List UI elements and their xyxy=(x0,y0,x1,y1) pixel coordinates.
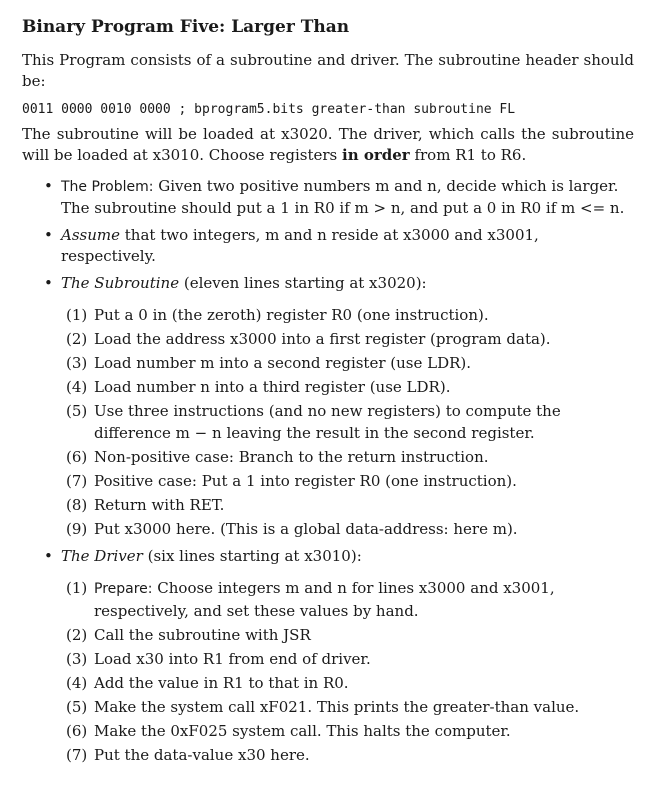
intro-paragraph: This Program consists of a subroutine and driver. The subroutine header should be: xyxy=(22,51,634,90)
bullet-driver xyxy=(22,546,634,766)
bullet-list xyxy=(22,176,634,766)
list-item: (4) Add the value in R1 to that in R0. xyxy=(66,674,349,692)
driver-text: (six lines starting at x3010): xyxy=(142,547,362,565)
list-item: (1) Prepare: Choose integers m and n for lines x3000 and x3001, respectively, and set these values by hand. xyxy=(66,579,555,620)
bullet-icon: • xyxy=(44,547,53,565)
list-item: (3) Load number m into a second register (use LDR). xyxy=(66,354,472,372)
list-item: (2) Call the subroutine with JSR xyxy=(66,626,311,644)
list-item: (7) Positive case: Put a 1 into register R0 (one instruction). xyxy=(66,472,517,490)
subroutine-steps xyxy=(22,304,634,540)
list-item: (1) Put a 0 in (the zeroth) register R0 (one instruction). xyxy=(66,306,489,324)
bullet-icon: • xyxy=(44,226,53,244)
load-bold: in order xyxy=(342,146,410,164)
list-item: (5) Make the system call xF021. This prints the greater-than value. xyxy=(66,698,580,716)
list-item: (6) Non-positive case: Branch to the return instruction. xyxy=(66,448,489,466)
bullet-icon: • xyxy=(44,274,53,292)
page-title: Binary Program Five: Larger Than xyxy=(22,17,350,37)
subroutine-text: (eleven lines starting at x3020): xyxy=(179,274,427,292)
bullet-assume xyxy=(22,225,634,267)
load-text-2: from R1 to R6. xyxy=(409,146,527,164)
problem-label: The Problem: xyxy=(61,179,154,195)
bullet-subroutine xyxy=(22,273,634,540)
bullet-icon: • xyxy=(44,177,53,195)
list-item: (4) Load number n into a third register (use LDR). xyxy=(66,378,451,396)
list-item: (9) Put x3000 here. (This is a global data-address: here m). xyxy=(66,520,518,538)
assume-label: Assume xyxy=(61,226,120,244)
problem-text: Given two positive numbers m and n, decide which is larger. The subroutine should put a 1 in R0 if m > n, and put a 0 in R0 if m <= n. xyxy=(61,177,625,217)
subroutine-label: The Subroutine xyxy=(61,274,180,292)
assume-text: that two integers, m and n reside at x3000 and x3001, respectively. xyxy=(61,226,539,265)
load-paragraph xyxy=(22,124,634,166)
driver-steps xyxy=(22,577,634,766)
load-text-1: The subroutine will be loaded at x3020. The driver, which calls the subroutine will be loaded at x3010. Choose registers xyxy=(22,125,634,164)
document-page xyxy=(22,16,634,772)
list-item: (7) Put the data-value x30 here. xyxy=(66,746,310,764)
driver-label: The Driver xyxy=(61,547,143,565)
list-item: (6) Make the 0xF025 system call. This halts the computer. xyxy=(66,722,511,740)
list-item: (5) Use three instructions (and no new registers) to compute the difference m − n leaving the result in the second register. xyxy=(66,402,561,442)
bullet-problem xyxy=(22,176,634,219)
list-item: (3) Load x30 into R1 from end of driver. xyxy=(66,650,371,668)
list-item: (8) Return with RET. xyxy=(66,496,225,514)
header-code-line: 0011 0000 0010 0000 ; bprogram5.bits greater-than subroutine FL xyxy=(22,102,516,117)
list-item: (2) Load the address x3000 into a first register (program data). xyxy=(66,330,551,348)
